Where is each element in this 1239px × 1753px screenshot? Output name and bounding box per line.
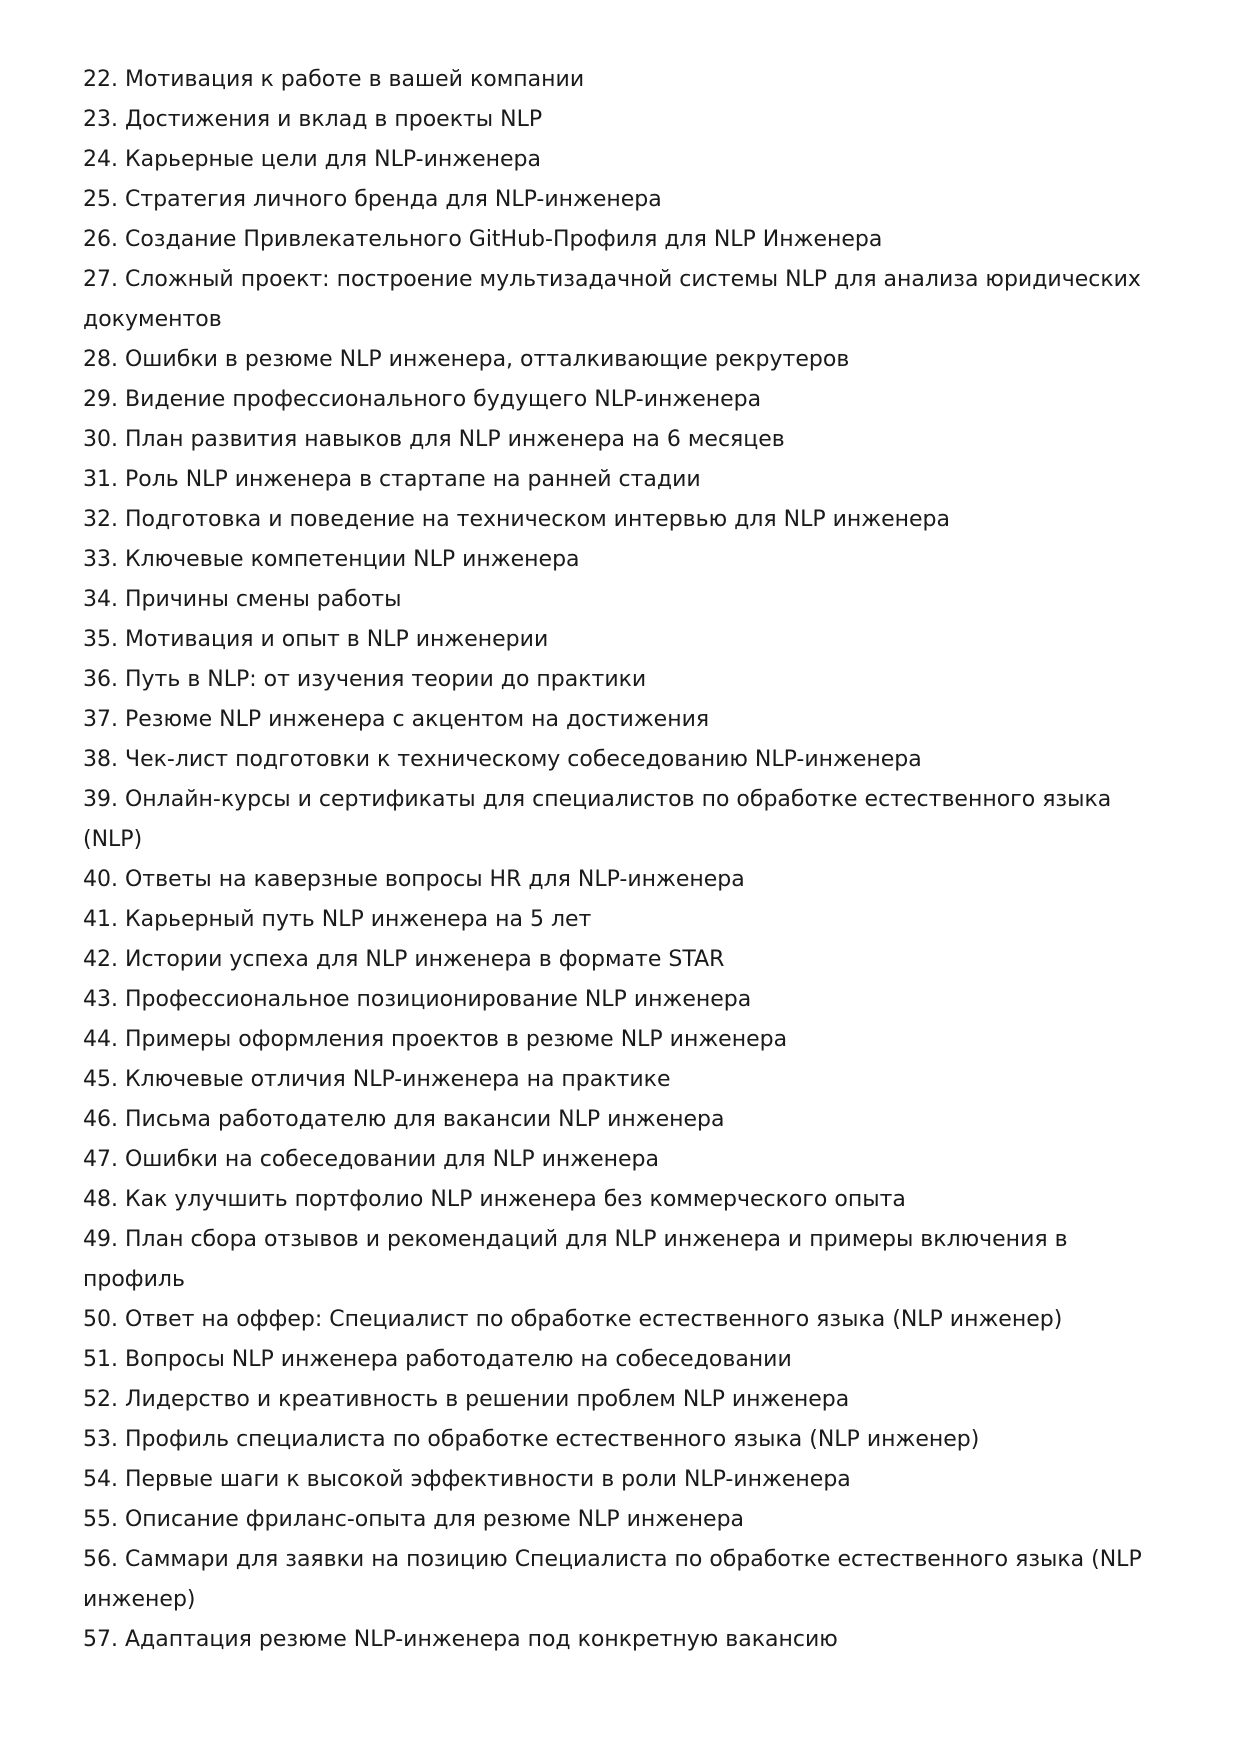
list-item: 42. Истории успеха для NLP инженера в формате STAR (83, 947, 725, 972)
list-item: 31. Роль NLP инженера в стартапе на ранней стадии (83, 467, 701, 492)
list-item: 53. Профиль специалиста по обработке естественного языка (NLP инженер) (83, 1427, 980, 1452)
list-item: 40. Ответы на каверзные вопросы HR для NLP-инженера (83, 867, 745, 892)
list-item: 38. Чек-лист подготовки к техническому собеседованию NLP-инженера (83, 747, 922, 772)
list-item: 22. Мотивация к работе в вашей компании (83, 67, 585, 92)
list-item: 47. Ошибки на собеседовании для NLP инженера (83, 1147, 659, 1172)
list-item: 50. Ответ на оффер: Специалист по обработке естественного языка (NLP инженер) (83, 1307, 1063, 1332)
list-item: 27. Сложный проект: построение мультизадачной системы NLP для анализа юридических документов (83, 267, 1141, 332)
list-item: 41. Карьерный путь NLP инженера на 5 лет (83, 907, 592, 932)
list-item: 56. Саммари для заявки на позицию Специалиста по обработке естественного языка (NLP инженер) (83, 1547, 1142, 1612)
list-item: 43. Профессиональное позиционирование NLP инженера (83, 987, 752, 1012)
list-item: 28. Ошибки в резюме NLP инженера, отталкивающие рекрутеров (83, 347, 850, 372)
list-item: 25. Стратегия личного бренда для NLP-инженера (83, 187, 662, 212)
topic-list (83, 60, 1173, 1660)
list-item: 45. Ключевые отличия NLP-инженера на практике (83, 1067, 671, 1092)
list-item: 30. План развития навыков для NLP инженера на 6 месяцев (83, 427, 785, 452)
list-item: 57. Адаптация резюме NLP-инженера под конкретную вакансию (83, 1627, 838, 1652)
list-item: 48. Как улучшить портфолио NLP инженера без коммерческого опыта (83, 1187, 906, 1212)
list-item: 36. Путь в NLP: от изучения теории до практики (83, 667, 647, 692)
list-item: 49. План сбора отзывов и рекомендаций для NLP инженера и примеры включения в профиль (83, 1227, 1068, 1292)
list-item: 37. Резюме NLP инженера с акцентом на достижения (83, 707, 710, 732)
list-item: 33. Ключевые компетенции NLP инженера (83, 547, 580, 572)
list-item: 34. Причины смены работы (83, 587, 402, 612)
list-item: 52. Лидерство и креативность в решении проблем NLP инженера (83, 1387, 850, 1412)
list-item: 55. Описание фриланс-опыта для резюме NLP инженера (83, 1507, 745, 1532)
list-item: 26. Создание Привлекательного GitHub-Профиля для NLP Инженера (83, 227, 883, 252)
list-item: 35. Мотивация и опыт в NLP инженерии (83, 627, 549, 652)
list-item: 23. Достижения и вклад в проекты NLP (83, 107, 543, 132)
list-item: 46. Письма работодателю для вакансии NLP инженера (83, 1107, 725, 1132)
list-item: 44. Примеры оформления проектов в резюме NLP инженера (83, 1027, 788, 1052)
list-item: 51. Вопросы NLP инженера работодателю на собеседовании (83, 1347, 792, 1372)
list-item: 39. Онлайн-курсы и сертификаты для специалистов по обработке естественного языка (NLP) (83, 787, 1112, 852)
list-item: 24. Карьерные цели для NLP-инженера (83, 147, 541, 172)
list-item: 32. Подготовка и поведение на техническом интервью для NLP инженера (83, 507, 951, 532)
list-item: 29. Видение профессионального будущего NLP-инженера (83, 387, 762, 412)
list-item: 54. Первые шаги к высокой эффективности в роли NLP-инженера (83, 1467, 851, 1492)
